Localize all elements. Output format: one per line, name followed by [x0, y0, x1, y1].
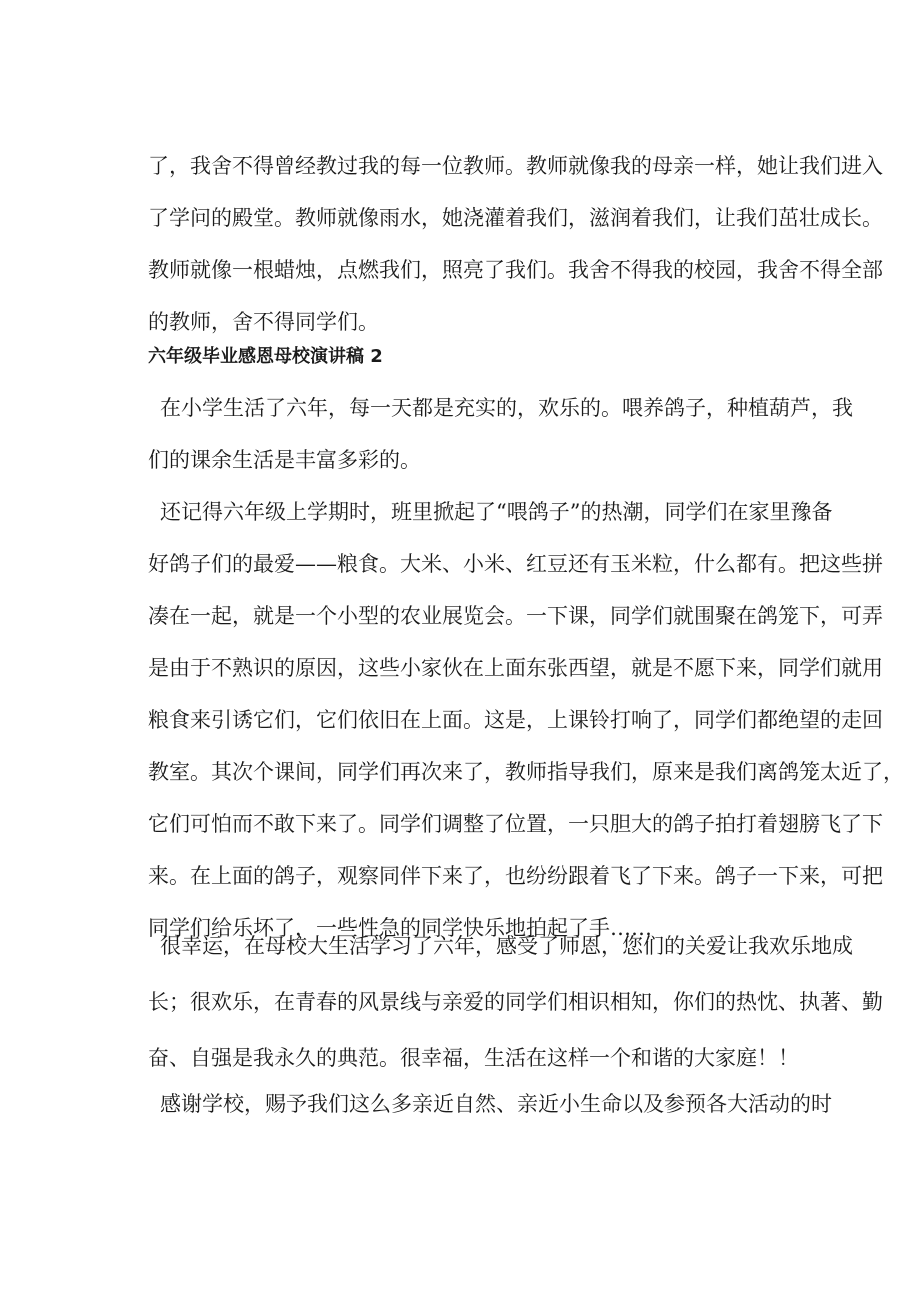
paragraph-line: 它们可怕而不敢下来了。同学们调整了位置，一只胆大的鸽子拍打着翅膀飞了下 — [148, 812, 883, 836]
section-heading: 六年级毕业感恩母校演讲稿 2 — [148, 346, 383, 367]
paragraph-line: 长；很欢乐，在青春的风景线与亲爱的同学们相识相知，你们的热忱、执著、勤 — [148, 990, 883, 1014]
paragraph-line: 教室。其次个课间，同学们再次来了，教师指导我们，原来是我们离鸽笼太近了， — [148, 760, 904, 784]
paragraph-line: 在小学生活了六年，每一天都是充实的，欢乐的。喂养鸽子，种植葫芦，我 — [160, 396, 853, 420]
paragraph-line: 还记得六年级上学期时，班里掀起了“喂鸽子”的热潮，同学们在家里豫备 — [160, 500, 833, 524]
paragraph-4 — [148, 918, 883, 1086]
paragraph-2 — [148, 382, 853, 486]
paragraph-5 — [148, 1078, 832, 1130]
paragraph-line: 来。在上面的鸽子，观察同伴下来了，也纷纷跟着飞了下来。鸽子一下来，可把 — [148, 864, 883, 888]
paragraph-3 — [148, 486, 904, 954]
paragraph-line: 是由于不熟识的原因，这些小家伙在上面东张西望，就是不愿下来，同学们就用 — [148, 656, 883, 680]
paragraph-line: 凑在一起，就是一个小型的农业展览会。一下课，同学们就围聚在鸽笼下，可弄 — [148, 604, 883, 628]
paragraph-line: 好鸽子们的最爱——粮食。大米、小米、红豆还有玉米粒，什么都有。把这些拼 — [148, 552, 883, 576]
paragraph-line: 奋、自强是我永久的典范。很幸福，生活在这样一个和谐的大家庭！！ — [148, 1046, 799, 1070]
paragraph-line: 们的课余生活是丰富多彩的。 — [148, 448, 421, 472]
paragraph-line: 的教师，舍不得同学们。 — [148, 310, 379, 334]
paragraph-line: 感谢学校，赐予我们这么多亲近自然、亲近小生命以及参预各大活动的时 — [160, 1092, 832, 1116]
paragraph-line: 了学问的殿堂。教师就像雨水，她浇灌着我们，滋润着我们，让我们茁壮成长。 — [148, 206, 883, 230]
paragraph-1 — [148, 140, 883, 348]
paragraph-line: 粮食来引诱它们，它们依旧在上面。这是，上课铃打响了，同学们都绝望的走回 — [148, 708, 883, 732]
paragraph-line: 教师就像一根蜡烛，点燃我们，照亮了我们。我舍不得我的校园，我舍不得全部 — [148, 258, 883, 282]
paragraph-line: 了，我舍不得曾经教过我的每一位教师。教师就像我的母亲一样，她让我们进入 — [148, 154, 883, 178]
paragraph-line: 很幸运，在母校大生活学习了六年，感受了师恩，您们的关爱让我欢乐地成 — [160, 934, 853, 958]
paragraph-line: 同学们给乐坏了，一些性急的同学快乐地拍起了手…… — [148, 916, 652, 940]
